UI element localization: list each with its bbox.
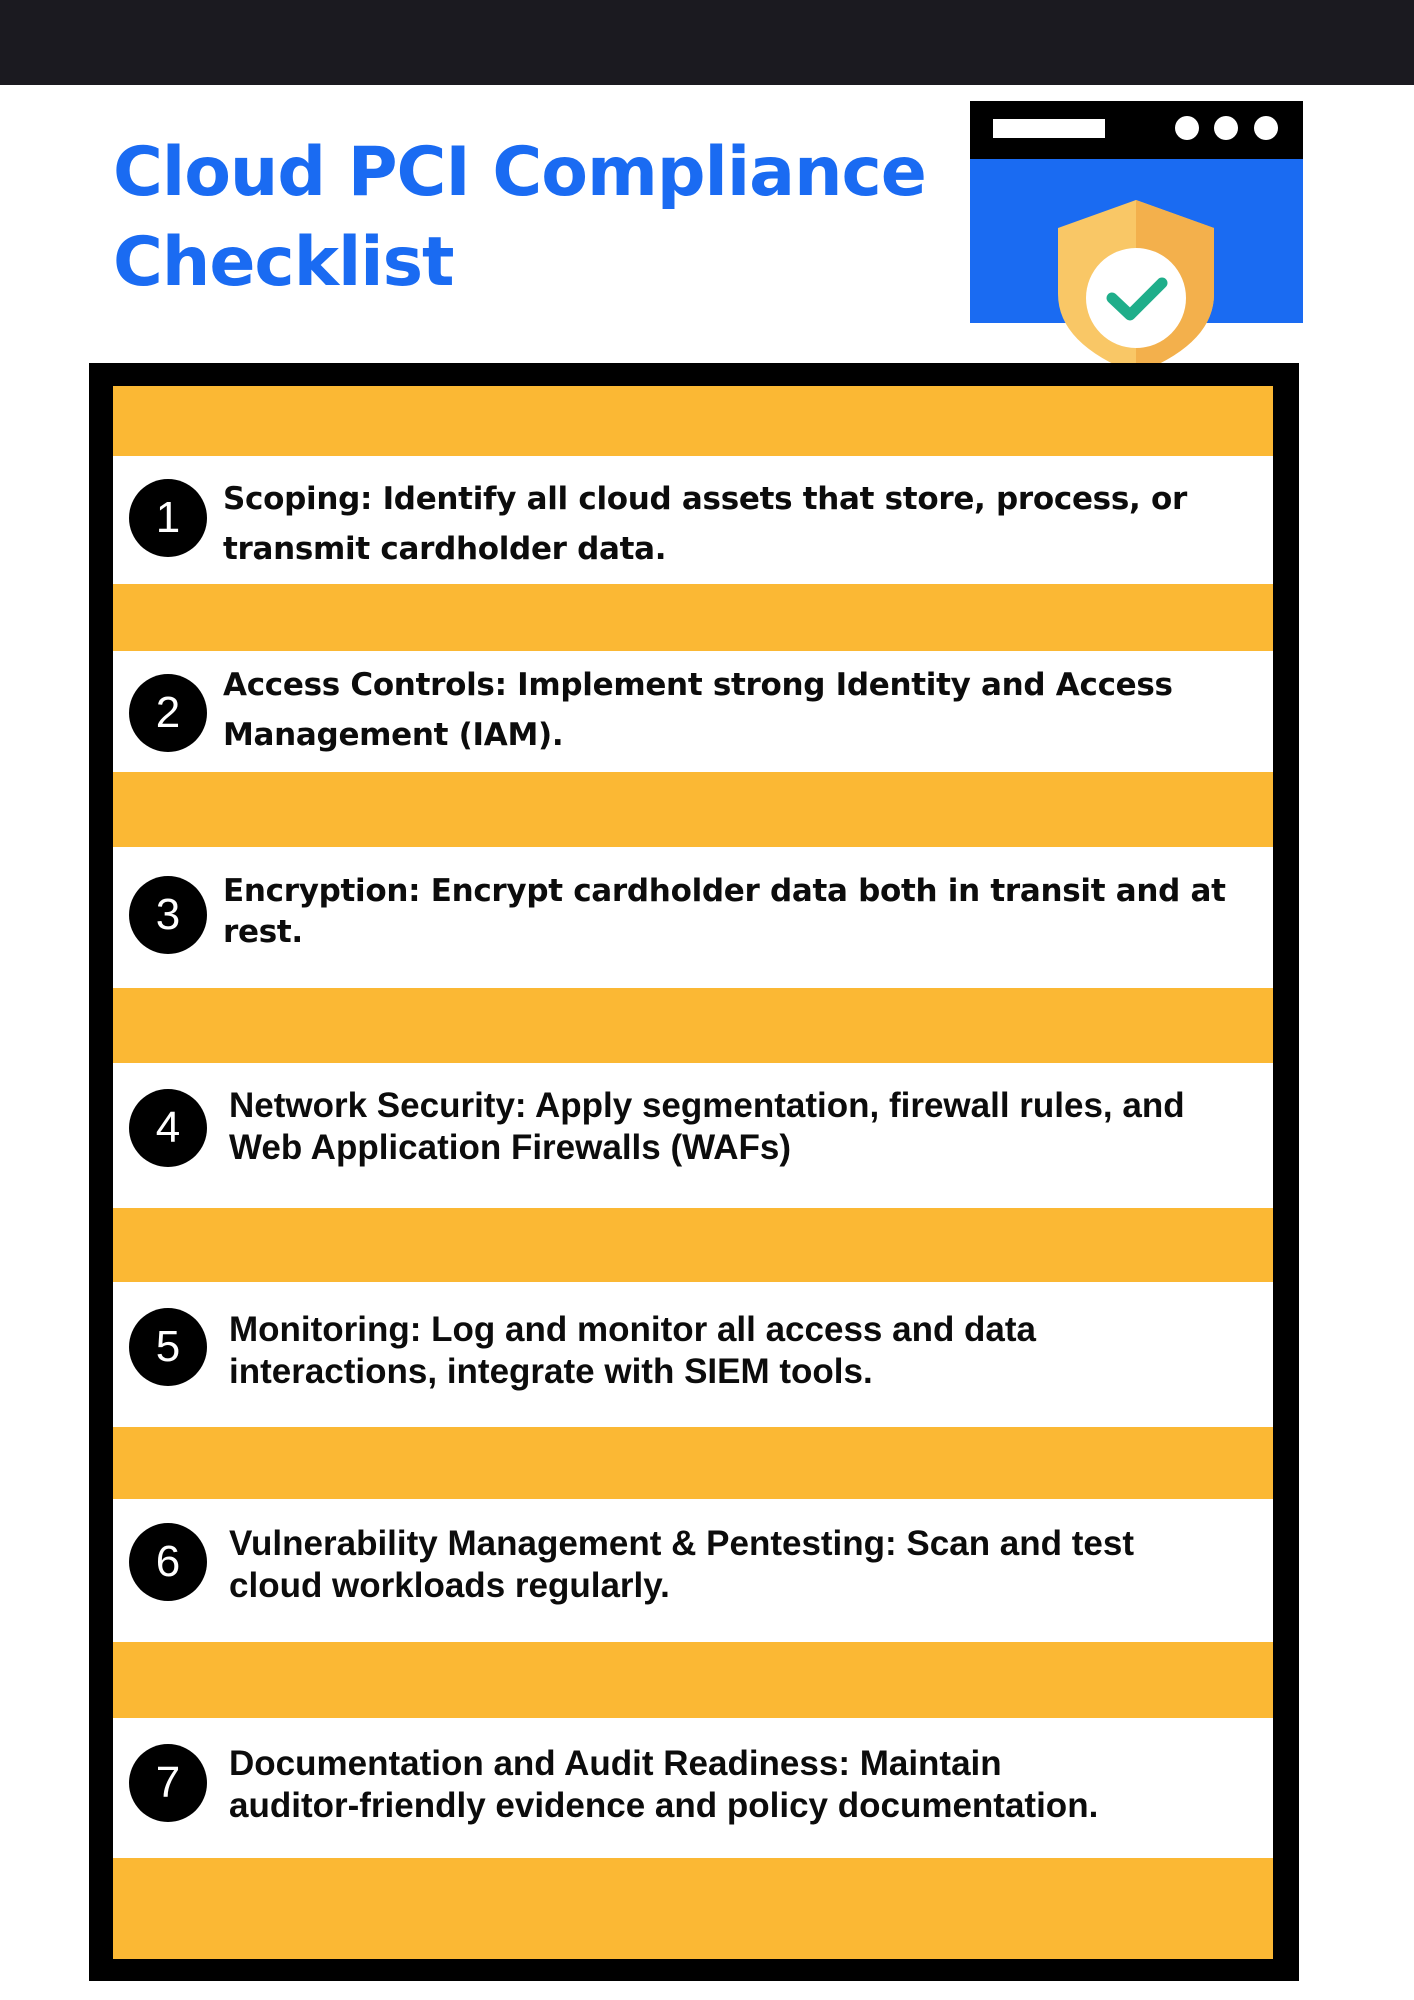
item-text: Access Controls: Implement strong Identity and Access Management (IAM). [223, 667, 1173, 753]
item-text: Scoping: Identify all cloud assets that store, process, or transmit cardholder data. [223, 481, 1187, 567]
item-number-badge: 1 [129, 479, 207, 557]
top-bar [0, 0, 1414, 85]
item-text: Network Security: Apply segmentation, firewall rules, and Web Application Firewalls (WAFs) [229, 1086, 1185, 1167]
page-title [113, 128, 926, 308]
item-number-badge: 6 [129, 1523, 207, 1601]
checklist-item-7 [113, 1718, 1273, 1858]
item-text: Encryption: Encrypt cardholder data both in transit and at rest. [223, 873, 1226, 950]
checklist-item-2 [113, 651, 1273, 772]
item-number-badge: 3 [129, 876, 207, 954]
item-text: Vulnerability Management & Pentesting: Scan and test cloud workloads regularly. [229, 1524, 1134, 1605]
title-line-2: Checklist [113, 223, 454, 302]
checklist-item-3 [113, 847, 1273, 988]
checklist-item-4 [113, 1063, 1273, 1208]
item-number-badge: 2 [129, 674, 207, 752]
checklist-item-5 [113, 1282, 1273, 1427]
checklist-item-6 [113, 1499, 1273, 1642]
item-text: Monitoring: Log and monitor all access and data interactions, integrate with SIEM tools. [229, 1310, 1037, 1391]
item-number-badge: 5 [129, 1308, 207, 1386]
checklist-item-1 [113, 456, 1273, 584]
item-text: Documentation and Audit Readiness: Maintain auditor-friendly evidence and policy documentation. [229, 1744, 1099, 1825]
shield-checkmark-icon [1050, 198, 1222, 376]
title-line-1: Cloud PCI Compliance [113, 133, 926, 212]
item-number-badge: 4 [129, 1089, 207, 1167]
item-number-badge: 7 [129, 1744, 207, 1822]
